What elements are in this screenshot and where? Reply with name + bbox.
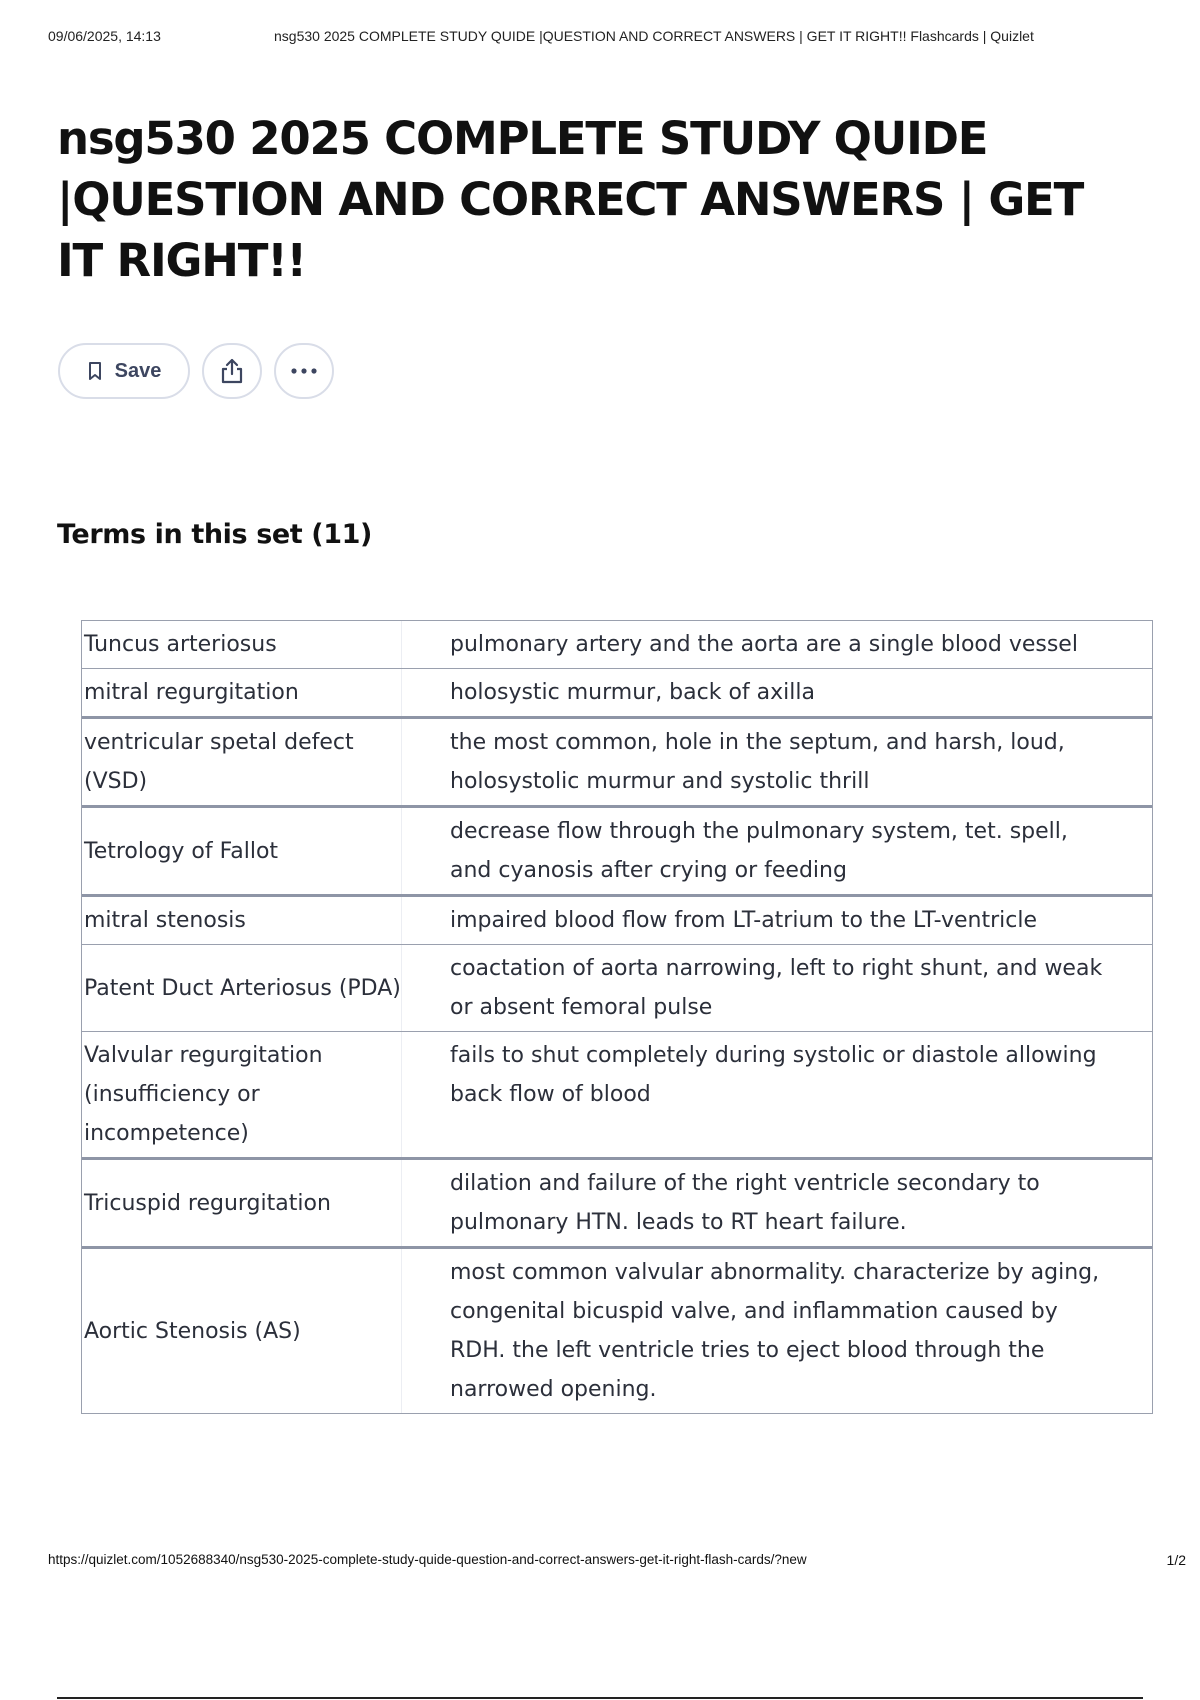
definition-cell: the most common, hole in the septum, and harsh, loud, holosystolic murmur and systolic thrill xyxy=(450,730,1065,794)
definition-cell: decrease flow through the pulmonary system, tet. spell, and cyanosis after crying or feeding xyxy=(450,819,1068,883)
definition-cell: fails to shut completely during systolic or diastole allowing back flow of blood xyxy=(450,1043,1097,1107)
set-title: nsg530 2025 COMPLETE STUDY QUIDE |QUESTION AND CORRECT ANSWERS | GET IT RIGHT!! xyxy=(57,112,1084,287)
definition-cell: holosystic murmur, back of axilla xyxy=(450,680,815,705)
definition-cell: coactation of aorta narrowing, left to right shunt, and weak or absent femoral pulse xyxy=(450,956,1103,1020)
term-cell: mitral regurgitation xyxy=(82,669,402,716)
print-page-title: nsg530 2025 COMPLETE STUDY QUIDE |QUESTION AND CORRECT ANSWERS | GET IT RIGHT!! Flashcards | Quizlet xyxy=(274,28,1034,44)
table-row xyxy=(82,621,1152,669)
term-cell: Tetrology of Fallot xyxy=(82,808,402,894)
table-row xyxy=(82,1249,1152,1413)
table-row xyxy=(82,1160,1152,1249)
table-row xyxy=(82,1032,1152,1160)
term-cell: Valvular regurgitation (insufficiency or incompetence) xyxy=(82,1032,402,1157)
terms-heading: Terms in this set (11) xyxy=(57,519,372,550)
share-icon xyxy=(219,357,245,385)
definition-cell: most common valvular abnormality. characterize by aging, congenital bicuspid valve, and inflammation caused by RDH. the left ventricle tries to eject blood through the narrowed opening. xyxy=(450,1260,1100,1402)
table-row xyxy=(82,945,1152,1032)
table-row xyxy=(82,808,1152,897)
save-button[interactable] xyxy=(58,343,190,399)
page-divider xyxy=(57,1697,1143,1699)
more-icon xyxy=(290,367,318,375)
footer-url: https://quizlet.com/1052688340/nsg530-2025-complete-study-quide-question-and-correct-answers-get-it-right-flash-cards/?new xyxy=(48,1552,807,1567)
definition-cell: impaired blood flow from LT-atrium to the LT-ventricle xyxy=(450,908,1038,933)
terms-table xyxy=(81,620,1153,1414)
save-label: Save xyxy=(114,359,162,382)
term-cell: ventricular spetal defect (VSD) xyxy=(82,719,402,805)
term-cell: Tuncus arteriosus xyxy=(82,621,402,668)
print-header xyxy=(48,28,1152,50)
table-row xyxy=(82,719,1152,808)
table-row xyxy=(82,897,1152,945)
bookmark-icon xyxy=(87,361,103,381)
share-button[interactable] xyxy=(202,343,262,399)
term-cell: Aortic Stenosis (AS) xyxy=(82,1249,402,1413)
more-options-button[interactable] xyxy=(274,343,334,399)
term-cell: mitral stenosis xyxy=(82,897,402,944)
term-cell: Tricuspid regurgitation xyxy=(82,1160,402,1246)
definition-cell: dilation and failure of the right ventricle secondary to pulmonary HTN. leads to RT heart failure. xyxy=(450,1171,1040,1235)
definition-cell: pulmonary artery and the aorta are a single blood vessel xyxy=(450,632,1078,657)
term-cell: Patent Duct Arteriosus (PDA) xyxy=(82,945,402,1031)
page-number: 1/2 xyxy=(1166,1552,1186,1568)
print-date: 09/06/2025, 14:13 xyxy=(48,28,161,44)
table-row xyxy=(82,669,1152,719)
